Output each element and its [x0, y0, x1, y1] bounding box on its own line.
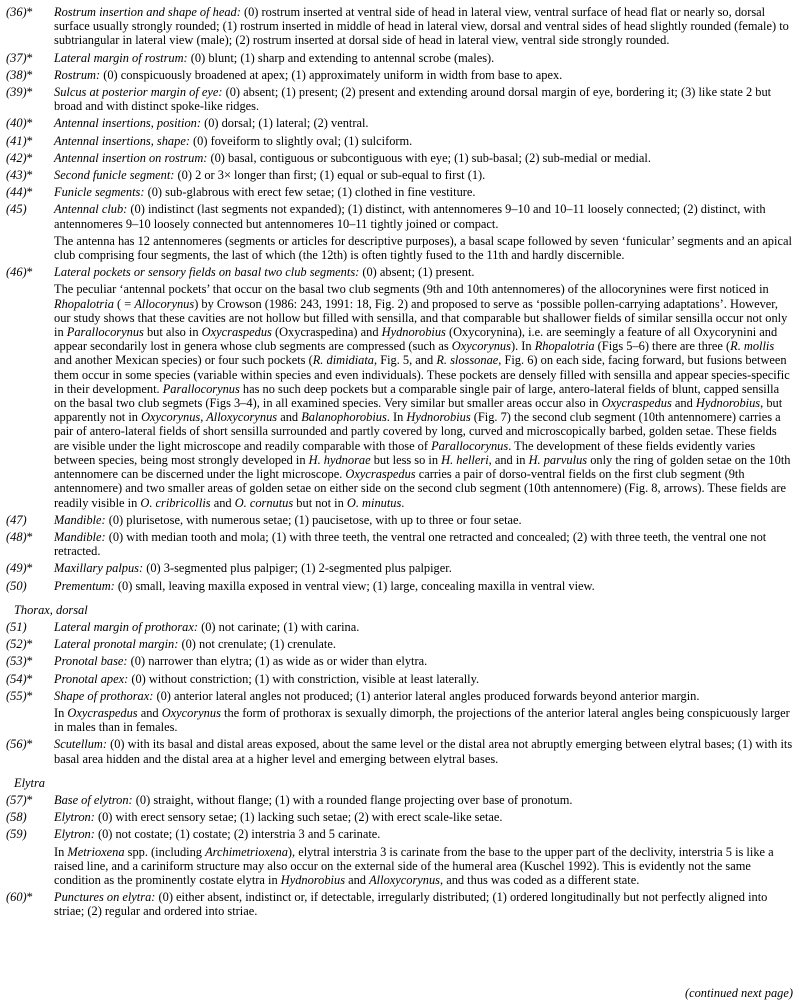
character-title: Scutellum:	[54, 737, 107, 752]
character-states: (0) sub-glabrous with erect few setae; (1) clothed in fine vestiture.	[144, 185, 476, 200]
character-entry	[6, 151, 794, 165]
taxon-name: O. cornutus	[234, 495, 294, 510]
star-marker: *	[26, 5, 33, 19]
taxon-name: Oxycorynus, Alloxycorynus	[141, 410, 278, 425]
character-states: (0) absent; (1) present; (2) present and extending around dorsal margin of eye, bordering it; (3) like state 2 but broad and with distinct spoke-like ridges.	[54, 85, 772, 114]
character-entry	[6, 68, 794, 82]
character-entry	[6, 672, 794, 686]
character-states: (0) either absent, indistinct or, if detectable, irregularly distributed; (1) ordered longitudinally but not perfectly aligned into striae; (2) regular and ordered into striae.	[54, 890, 768, 919]
star-marker: *	[26, 654, 33, 669]
character-number: (46)*	[6, 265, 33, 280]
character-title: Pronotal apex:	[54, 671, 129, 686]
character-title: Mandible:	[54, 512, 106, 527]
star-marker: *	[26, 185, 33, 200]
character-states: (0) basal, contiguous or subcontiguous with eye; (1) sub-basal; (2) sub-medial or medial.	[207, 150, 651, 165]
star-marker: *	[26, 637, 33, 652]
character-entry	[6, 561, 794, 575]
taxon-name: Hydnorobius	[406, 410, 471, 425]
taxon-name: H. helleri	[441, 452, 489, 467]
taxon-name: H. hydnorae	[308, 452, 371, 467]
star-marker: *	[26, 168, 33, 183]
character-number: (52)*	[6, 637, 33, 652]
character-states: (0) without constriction; (1) with constriction, visible at least laterally.	[128, 671, 480, 686]
character-number: (38)*	[6, 67, 33, 82]
character-number: (57)*	[6, 792, 33, 807]
note-elytron-costae: In Metrioxena spp. (including Archimetrioxena), elytral interstria 3 is carinate from the base to the upper part of the declivity, interstria 5 is like a raised line, and a cariniform structure may also occur on the external side of the humeral area (Kuschel 1992). This is evidently not the same condition as the prominently costate elytra in Hydnorobius and Alloxycorynus, and thus was coded as a different state.	[54, 844, 774, 887]
character-entry	[6, 85, 794, 113]
character-number: (48)*	[6, 529, 33, 544]
character-states: (0) plurisetose, with numerous setae; (1) paucisetose, with up to three or four setae.	[105, 512, 522, 527]
taxon-name: Rhopalotria	[54, 296, 114, 311]
character-entry	[6, 185, 794, 199]
taxon-name: R. mollis	[730, 339, 775, 354]
character-number: (53)*	[6, 654, 33, 669]
taxon-name: Oxycorynus	[451, 339, 511, 354]
character-number: (40)*	[6, 116, 33, 131]
character-title: Rostrum insertion and shape of head:	[54, 5, 241, 19]
star-marker: *	[26, 50, 33, 65]
character-number: (55)*	[6, 688, 33, 703]
character-title: Punctures on elytra:	[54, 890, 156, 905]
taxon-name: Parallocorynus	[66, 325, 144, 340]
character-title: Pronotal base:	[54, 654, 128, 669]
character-states: (0) with median tooth and mola; (1) with three teeth, the ventral one retracted and concealed; (2) with three teeth, the ventral one not retracted.	[54, 529, 767, 559]
star-marker: *	[26, 133, 33, 148]
character-title: Mandible:	[54, 529, 106, 544]
taxon-name: Oxycraspedus	[345, 467, 416, 482]
character-states: (0) 2 or 3× longer than first; (1) equal or sub-equal to first (1).	[174, 168, 486, 183]
taxon-name: Metrioxena	[67, 844, 125, 859]
character-number: (47)	[6, 512, 27, 527]
character-entry	[6, 265, 794, 279]
character-number: (59)	[6, 827, 27, 842]
character-states: (0) foveiform to slightly oval; (1) sulciform.	[189, 133, 413, 148]
note-antenna: The antenna has 12 antennomeres (segments or articles for descriptive purposes), a basal scape followed by seven ‘funicular’ segments and an apical club comprising four segments, the last of which (the 12th) is often tightly fused to the 11th and hardly discernible.	[54, 233, 792, 263]
character-number: (37)*	[6, 50, 33, 65]
character-number: (41)*	[6, 133, 33, 148]
taxon-name: Oxycraspedus	[67, 705, 138, 720]
character-states: (0) dorsal; (1) lateral; (2) ventral.	[200, 116, 369, 131]
star-marker: *	[26, 671, 33, 686]
character-number: (44)*	[6, 185, 33, 200]
note-antennal-pockets: The peculiar ‘antennal pockets’ that occur on the basal two club segments (9th and 10th antennomeres) of the allocorynines were first noticed in Rhopalotria ( = Allocorynus) by Crowson (1986: 243, 1991: 18, Fig. 2) and proposed to serve as ‘possible pollen-carrying adaptations’. However, our study shows that these cavities are not hollow but filled with sensilla, and that comparable but shallower fields of similar sensilla occur not only in Parallocorynus but also in Oxycraspedus (Oxycraspedina) and Hydnorobius (Oxycorynina), i.e. are seemingly a feature of all Oxycorynini and appear secondarily lost in genera whose club segments are compressed (such as Oxycorynus). In Rhopalotria (Figs 5–6) there are three (R. mollis and another Mexican species) or four such pockets (R. dimidiata, Fig. 5, and R. slossonae, Fig. 6) on each side, facing forward, but fusions between them occur in some species (variable within species and even individuals). These pockets are densely filled with sensilla and appear species-specific in their development. Parallocorynus has no such deep pockets but a comparable single pair of large, antero-lateral fields of blunt, capped sensilla on the basal two club segmets (Figs 3–4), in all examined species. Very similar but smaller areas occur also in Oxycraspedus and Hydnorobius, but apparently not in Oxycorynus, Alloxycorynus and Balanophorobius. In Hydnorobius (Fig. 7) the second club segment (10th antennomere) carries a pair of antero-lateral fields of short sensilla surrounded and partly covered by long, curved and microscopically barbed, golden setae. These fields are visible under the light microscope and readily comparable with those of Parallocorynus. The development of these fields evidently varies between species, being most strongly developed in H. hydnorae but less so in H. helleri, and in H. parvulus only the ring of golden setae on the 10th antennomere can be discerned under the light microscope. Oxycraspedus carries a pair of dorso-ventral fields on the first club segment (9th antennomere) and two smaller areas of golden setae on either side on the second club segment (10th antennomere) (Fig. 8, arrows). These fields are readily visible in O. cribricollis and O. cornutus but not in O. minutus.	[54, 282, 791, 510]
character-entry	[6, 134, 794, 148]
note-prothorax: In Oxycraspedus and Oxycorynus the form of prothorax is sexually dimorph, the projections of the anterior lateral angles being conspicuously larger in males than in females.	[54, 705, 790, 735]
character-title: Elytron:	[54, 827, 95, 842]
star-marker: *	[26, 890, 33, 905]
character-entry	[6, 810, 794, 824]
character-title: Antennal club:	[54, 202, 128, 217]
character-number: (43)*	[6, 168, 33, 183]
taxon-name: R. dimidiata	[312, 353, 374, 368]
character-states: (0) not crenulate; (1) crenulate.	[178, 637, 336, 652]
taxon-name: Parallocorynus	[431, 438, 509, 453]
star-marker: *	[26, 688, 33, 703]
character-title: Sulcus at posterior margin of eye:	[54, 85, 223, 100]
section-heading-elytra: Elytra	[14, 775, 45, 790]
character-states: (0) conspicuously broadened at apex; (1) approximately uniform in width from base to apex.	[100, 67, 563, 82]
character-title: Lateral pronotal margin:	[54, 637, 179, 652]
character-entry	[6, 530, 794, 558]
character-states: (0) with erect sensory setae; (1) lacking such setae; (2) with erect scale-like setae.	[94, 810, 503, 825]
taxon-name: Hydnorobius	[280, 872, 346, 887]
taxon-name: R. slossonae	[436, 353, 499, 368]
character-title: Base of elytron:	[54, 792, 133, 807]
taxon-name: Oxycorynus	[161, 705, 221, 720]
character-states: (0) rostrum inserted at ventral side of head in lateral view, ventral surface of head flat or nearly so, dorsal surface usually strongly rounded; (1) rostrum inserted in middle of head in lateral view, dorsal and ventral sides of head slightly rounded (female) to subtriangular in lateral view (male); (2) rostrum inserted at dorsal side of head in lateral view, ventral side strongly rounded.	[54, 5, 789, 48]
taxon-name: O. minutus	[346, 495, 402, 510]
taxon-name: Hydnorobius	[695, 396, 761, 411]
character-entry	[6, 737, 794, 765]
character-number: (49)*	[6, 561, 33, 576]
character-number: (60)*	[6, 890, 33, 905]
character-states: (0) not carinate; (1) with carina.	[198, 619, 360, 634]
character-title: Antennal insertions, position:	[54, 116, 201, 131]
character-number: (56)*	[6, 737, 33, 752]
taxon-name: Balanophorobius	[301, 410, 387, 425]
character-entry	[6, 202, 794, 230]
character-number: (58)	[6, 810, 27, 825]
taxon-name: H. parvulus	[528, 452, 588, 467]
character-number: (36)*	[6, 5, 33, 19]
character-states: (0) indistinct (last segments not expanded); (1) distinct, with antennomeres 9–10 and 10–11 loosely connected; (2) distinct, with antennomeres 9–10 loosely connected but antennomeres 10–11 tightly joined or compact.	[54, 202, 766, 231]
character-states: (0) straight, without flange; (1) with a rounded flange projecting over base of pronotum.	[132, 792, 573, 807]
taxon-name: Hydnorobius	[381, 325, 446, 340]
character-states: (0) 3-segmented plus palpiger; (1) 2-segmented plus palpiger.	[143, 561, 452, 576]
character-number: (42)*	[6, 150, 33, 165]
character-states: (0) small, leaving maxilla exposed in ventral view; (1) large, concealing maxilla in ventral view.	[114, 578, 595, 593]
character-title: Antennal insertion on rostrum:	[54, 150, 208, 165]
taxon-name: O. cribricollis	[140, 495, 211, 510]
star-marker: *	[26, 737, 33, 752]
character-entry	[6, 513, 794, 527]
taxon-name: Oxycraspedus	[201, 325, 272, 340]
taxon-name: Oxycraspedus	[601, 396, 672, 411]
star-marker: *	[26, 792, 33, 807]
section-heading-thorax: Thorax, dorsal	[14, 602, 88, 617]
character-title: Rostrum:	[54, 67, 101, 82]
character-entry	[6, 654, 794, 668]
taxon-name: Parallocorynus	[162, 381, 240, 396]
character-title: Second funicle segment:	[54, 168, 175, 183]
character-states: (0) anterior lateral angles not produced; (1) anterior lateral angles produced forwards beyond anterior margin.	[153, 688, 700, 703]
character-title: Antennal insertions, shape:	[54, 133, 190, 148]
character-entry	[6, 620, 794, 634]
star-marker: *	[26, 116, 33, 131]
character-entry	[6, 637, 794, 651]
character-entry	[6, 793, 794, 807]
character-title: Funicle segments:	[54, 185, 145, 200]
continued-next-page: (continued next page)	[684, 986, 793, 1000]
star-marker: *	[26, 561, 33, 576]
character-title: Lateral margin of prothorax:	[54, 619, 198, 634]
character-title: Prementum:	[54, 578, 115, 593]
character-number: (50)	[6, 578, 27, 593]
star-marker: *	[26, 529, 33, 544]
character-entry	[6, 5, 794, 48]
character-number: (45)	[6, 202, 27, 217]
character-entry	[6, 116, 794, 130]
character-entry	[6, 51, 794, 65]
character-states: (0) absent; (1) present.	[359, 265, 475, 280]
character-title: Elytron:	[54, 810, 95, 825]
taxon-name: Rhopalotria	[534, 339, 595, 354]
character-states: (0) not costate; (1) costate; (2) interstria 3 and 5 carinate.	[94, 827, 381, 842]
character-title: Lateral pockets or sensory fields on basal two club segments:	[54, 265, 360, 280]
character-number: (39)*	[6, 85, 33, 100]
character-entry	[6, 827, 794, 841]
taxon-name: Archimetrioxena	[205, 844, 288, 859]
character-states: (0) with its basal and distal areas exposed, about the same level or the distal area not abruptly emerging between elytral bases; (1) with its basal area hidden and the distal area at a higher level and emerging between elytral bases.	[54, 737, 793, 766]
star-marker: *	[26, 67, 33, 82]
star-marker: *	[26, 150, 33, 165]
character-entry	[6, 689, 794, 703]
character-states: (0) narrower than elytra; (1) as wide as or wider than elytra.	[127, 654, 428, 669]
character-number: (54)*	[6, 671, 33, 686]
star-marker: *	[26, 265, 33, 280]
character-entry	[6, 579, 794, 593]
character-title: Shape of prothorax:	[54, 688, 154, 703]
character-title: Lateral margin of rostrum:	[54, 50, 188, 65]
character-entry	[6, 168, 794, 182]
character-entry	[6, 890, 794, 918]
character-states: (0) blunt; (1) sharp and extending to antennal scrobe (males).	[187, 50, 495, 65]
star-marker: *	[26, 85, 33, 100]
page-content	[6, 5, 794, 922]
character-title: Maxillary palpus:	[54, 561, 144, 576]
taxon-name: Allocorynus	[134, 296, 195, 311]
taxon-name: Alloxycorynus	[369, 872, 440, 887]
character-number: (51)	[6, 619, 27, 634]
